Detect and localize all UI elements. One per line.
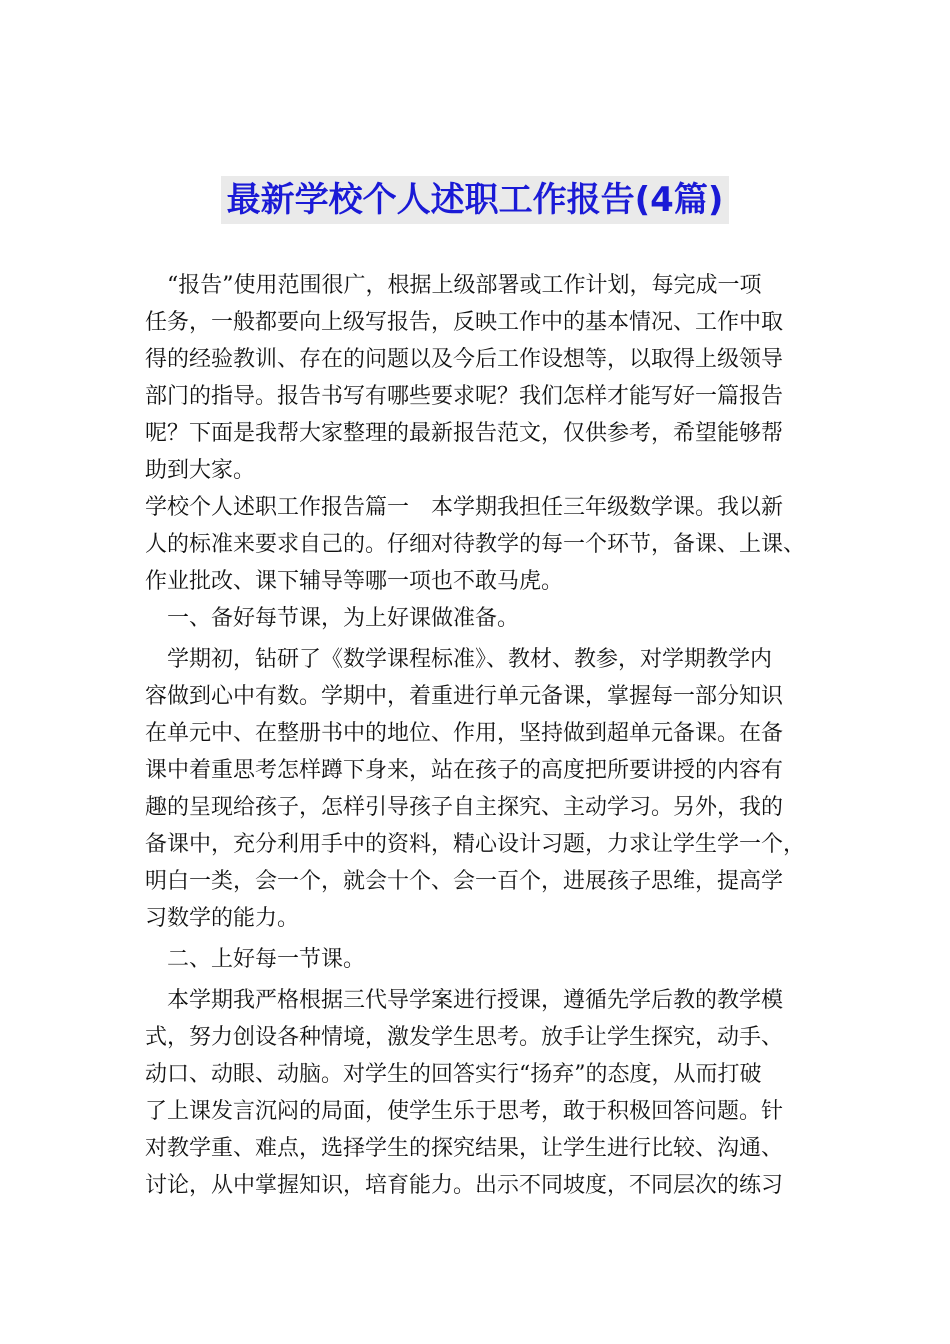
text-line: 任务，一般都要向上级写报告，反映工作中的基本情况、工作中取: [145, 310, 784, 335]
text-line: 呢？下面是我帮大家整理的最新报告范文，仅供参考，希望能够帮: [145, 421, 784, 446]
text-line: 容做到心中有数。学期中，着重进行单元备课，掌握每一部分知识: [145, 684, 784, 709]
text-line: 备课中，充分利用手中的资料，精心设计习题，力求让学生学一个，: [145, 832, 806, 857]
text-line: 助到大家。: [145, 458, 256, 483]
document-body: [145, 267, 817, 1204]
text-line: 得的经验教训、存在的问题以及今后工作设想等，以取得上级领导: [145, 347, 784, 372]
text-line: 讨论，从中掌握知识，培育能力。出示不同坡度，不同层次的练习: [145, 1173, 784, 1198]
text-line: 明白一类，会一个，就会十个、会一百个，进展孩子思维，提高学: [145, 869, 784, 894]
section-heading: 一、备好每节课，为上好课做准备。: [145, 606, 520, 631]
text-line: 学校个人述职工作报告篇一 本学期我担任三年级数学课。我以新: [145, 495, 784, 520]
text-line: 式，努力创设各种情境，激发学生思考。放手让学生探究，动手、: [145, 1025, 784, 1050]
text-line: 作业批改、课下辅导等哪一项也不敢马虎。: [145, 569, 564, 594]
text-line: 在单元中、在整册书中的地位、作用，坚持做到超单元备课。在备: [145, 721, 784, 746]
page-title: 最新学校个人述职工作报告(4篇): [221, 176, 730, 224]
text-line: 趣的呈现给孩子，怎样引导孩子自主探究、主动学习。另外，我的: [145, 795, 784, 820]
section-heading: 二、上好每一节课。: [145, 947, 366, 972]
text-line: 了上课发言沉闷的局面，使学生乐于思考，敢于积极回答问题。针: [145, 1099, 784, 1124]
text-line: “报告”使用范围很广，根据上级部署或工作计划，每完成一项: [145, 273, 762, 298]
title-area: [0, 176, 950, 224]
text-line: 学期初，钻研了《数学课程标准》、教材、教参，对学期教学内: [145, 647, 773, 672]
text-line: 人的标准来要求自己的。仔细对待教学的每一个环节，备课、上课、: [145, 532, 806, 557]
text-line: 动口、动眼、动脑。对学生的回答实行“扬弃”的态度，从而打破: [145, 1062, 762, 1087]
text-line: 课中着重思考怎样蹲下身来，站在孩子的高度把所要讲授的内容有: [145, 758, 784, 783]
text-line: 本学期我严格根据三代导学案进行授课，遵循先学后教的教学模: [145, 988, 784, 1013]
text-line: 部门的指导。报告书写有哪些要求呢？我们怎样才能写好一篇报告: [145, 384, 784, 409]
text-line: 习数学的能力。: [145, 906, 300, 931]
text-line: 对教学重、难点，选择学生的探究结果，让学生进行比较、沟通、: [145, 1136, 784, 1161]
